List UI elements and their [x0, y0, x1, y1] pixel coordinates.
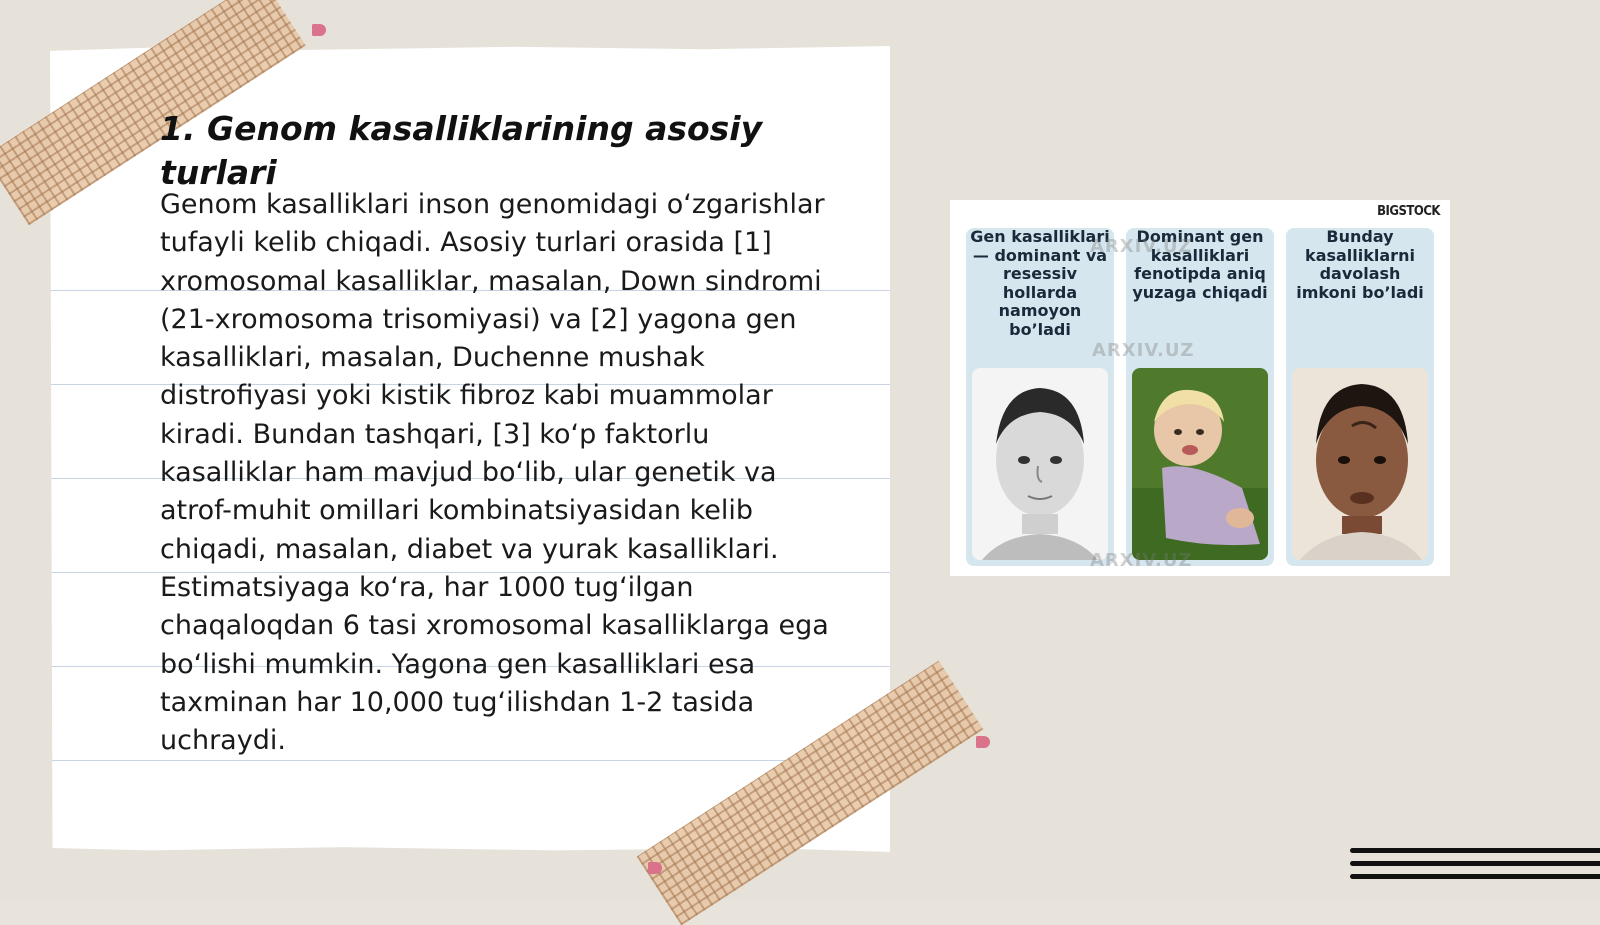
child-portrait-sepia-icon [1292, 368, 1428, 560]
figure-panel-3 [1286, 228, 1434, 566]
child-portrait-grayscale-icon [972, 368, 1108, 560]
tape-tip-decoration [976, 736, 990, 748]
decorative-stripe [1350, 874, 1600, 879]
genetic-disease-figure [950, 200, 1450, 576]
decorative-stripes [1350, 848, 1600, 887]
panel-caption: Gen kasalliklari — dominant va resessiv hollarda namoyon bo’ladi [970, 227, 1110, 339]
decorative-stripe [1350, 848, 1600, 853]
watermark-text: ARXIV.UZ [1090, 550, 1193, 571]
watermark-text: ARXIV.UZ [1092, 340, 1195, 361]
figure-panel-2 [1126, 228, 1274, 566]
slide-title: 1. Genom kasalliklarining asosiy turlari [160, 109, 763, 192]
tape-tip-decoration [648, 862, 662, 874]
decorative-stripe [1350, 861, 1600, 866]
watermark-text: ARXIV.UZ [1090, 236, 1193, 257]
tape-tip-decoration [312, 24, 326, 36]
figure-panel-1 [966, 228, 1114, 566]
panel-caption: Bunday kasalliklarni davolash imkoni bo’ladi [1296, 227, 1424, 302]
child-on-grass-icon [1132, 368, 1268, 560]
slide-body-text: Genom kasalliklari inson genomidagi o‘zgarishlar tufayli kelib chiqadi. Asosiy turlari orasida [1] xromosomal kasalliklar, masalan, Down sindromi (21-xromosoma trisomiyasi) va [2] yagona gen kasalliklari, masalan, Duchenne mushak distrofiyasi yoki kistik fibroz kabi muammolar kiradi. Bundan tashqari, [3] ko‘p faktorlu kasalliklar ham mavjud bo‘lib, ular genetik va atrof-muhit omillari kombinatsiyasidan kelib chiqadi, masalan, diabet va yurak kasalliklari. Estimatsiyaga ko‘ra, har 1000 tug‘ilgan chaqaloqdan 6 tasi xromosomal kasalliklarga ega bo‘lishi mumkin. Yagona gen kasalliklari esa taxminan har 10,000 tug‘ilishdan 1-2 tasida uchraydi. [160, 189, 829, 757]
brand-watermark: BIGSTOCK [1377, 204, 1440, 219]
panel-caption: Dominant gen kasalliklari fenotipda aniq yuzaga chiqadi [1132, 227, 1268, 302]
